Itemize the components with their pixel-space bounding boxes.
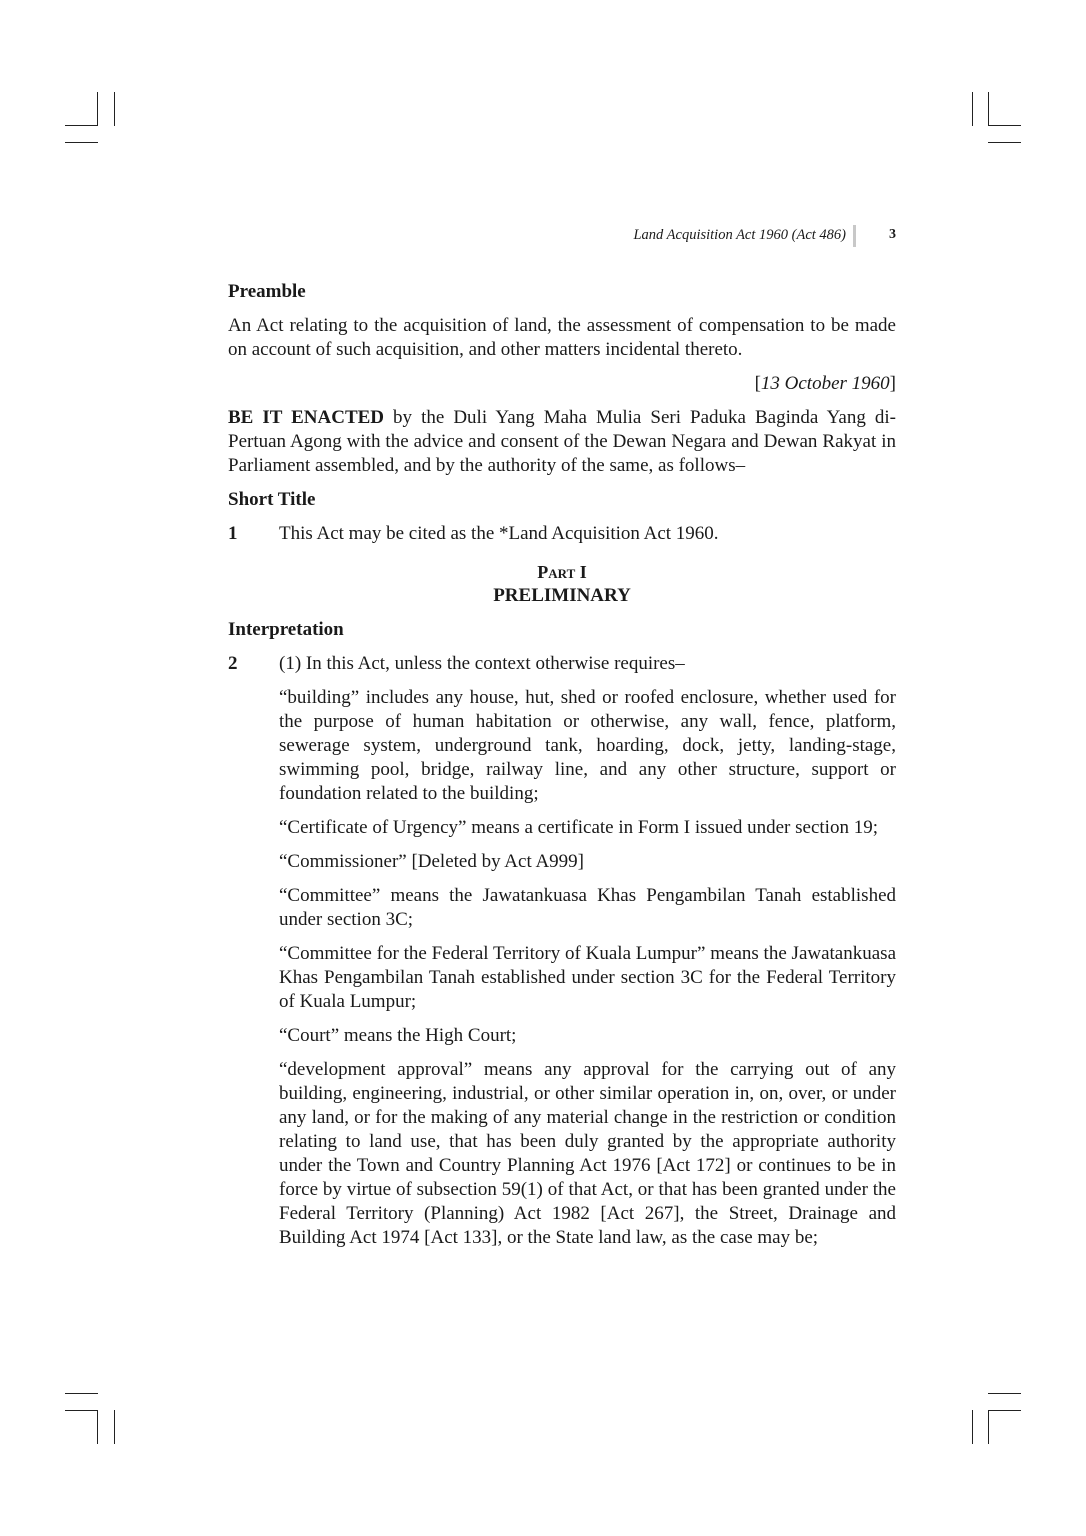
preamble-text: An Act relating to the acquisition of land, the assessment of compensation to be made on account of such acquisition, and other matters incidental thereto. (228, 315, 896, 360)
crop-mark (972, 1410, 973, 1444)
section-number: 1 (228, 523, 238, 544)
page-number: 3 (889, 227, 896, 242)
definition-development-approval: “development approval” means any approval for the carrying out of any building, engineering, industrial, or other similar operation in, on, over, or under any land, or for the making of any material change in the restriction or condition relating to land use, that has been duly granted by the appropriate authority under the Town and Country Planning Act 1976 [Act 172] or continues to be in force by virtue of subsection 59(1) of that Act, or that has been granted under the Federal Territory (Planning) Act 1982 [Act 267], the Street, Drainage and Building Act 1974 [Act 133], or the State land law, as the case may be; (279, 1059, 896, 1248)
crop-mark (972, 92, 973, 126)
crop-mark (988, 1393, 1021, 1394)
interpretation-heading: Interpretation (228, 619, 344, 640)
section-1-text: This Act may be cited as the *Land Acquisition Act 1960. (279, 523, 719, 544)
page-body (228, 280, 896, 1260)
definitions-list (228, 686, 896, 1250)
definition-certificate-of-urgency: “Certificate of Urgency” means a certificate in Form I issued under section 19; (279, 817, 878, 838)
crop-mark (65, 125, 98, 126)
crop-mark (65, 1393, 98, 1394)
crop-mark (97, 1410, 98, 1444)
definition-building: “building” includes any house, hut, shed or roofed enclosure, whether used for the purpose of human habitation or otherwise, any wall, fence, platform, sewerage system, underground tank, hoarding, dock, jetty, landing-stage, swimming pool, bridge, railway line, and any other structure, support or foundation related to the building; (279, 687, 896, 804)
definition-commissioner: “Commissioner” [Deleted by Act A999] (279, 851, 584, 872)
running-head-divider (853, 225, 856, 247)
section-number: 2 (228, 653, 238, 674)
enacting-clause-lead: BE IT ENACTED (228, 407, 385, 428)
crop-mark (65, 1410, 98, 1411)
crop-mark (114, 92, 115, 126)
enactment-date-value: 13 October 1960 (760, 373, 890, 394)
section-1 (228, 522, 896, 546)
preamble-heading: Preamble (228, 281, 306, 302)
crop-mark (988, 142, 1021, 143)
crop-mark (114, 1410, 115, 1444)
section-2 (228, 652, 896, 676)
definition-court: “Court” means the High Court; (279, 1025, 517, 1046)
enactment-date: [13 October 1960] (754, 373, 896, 394)
crop-mark (97, 92, 98, 126)
definition-committee: “Committee” means the Jawatankuasa Khas Pengambilan Tanah established under section 3C; (279, 885, 896, 930)
part-heading (228, 560, 896, 608)
crop-mark (988, 92, 989, 126)
crop-mark (65, 142, 98, 143)
crop-mark (988, 1410, 1021, 1411)
running-head-title: Land Acquisition Act 1960 (Act 486) (633, 227, 846, 243)
part-title: PRELIMINARY (493, 585, 631, 606)
short-title-heading: Short Title (228, 489, 316, 510)
enacting-clause-text: by the Duli Yang Maha Mulia Seri Paduka Baginda Yang di-Pertuan Agong with the advice and consent of the Dewan Negara and Dewan Rakyat in Parliament assembled, and by the authority of the same, as follows– (228, 407, 896, 476)
enacting-clause (228, 406, 896, 478)
crop-mark (988, 1410, 989, 1444)
section-2-lead: (1) In this Act, unless the context otherwise requires– (279, 653, 685, 674)
running-head (560, 225, 896, 247)
part-label: Part I (537, 562, 587, 582)
definition-committee-kuala-lumpur: “Committee for the Federal Territory of Kuala Lumpur” means the Jawatankuasa Khas Pengambilan Tanah established under section 3C for the Federal Territory of Kuala Lumpur; (279, 943, 896, 1012)
crop-mark (988, 125, 1021, 126)
